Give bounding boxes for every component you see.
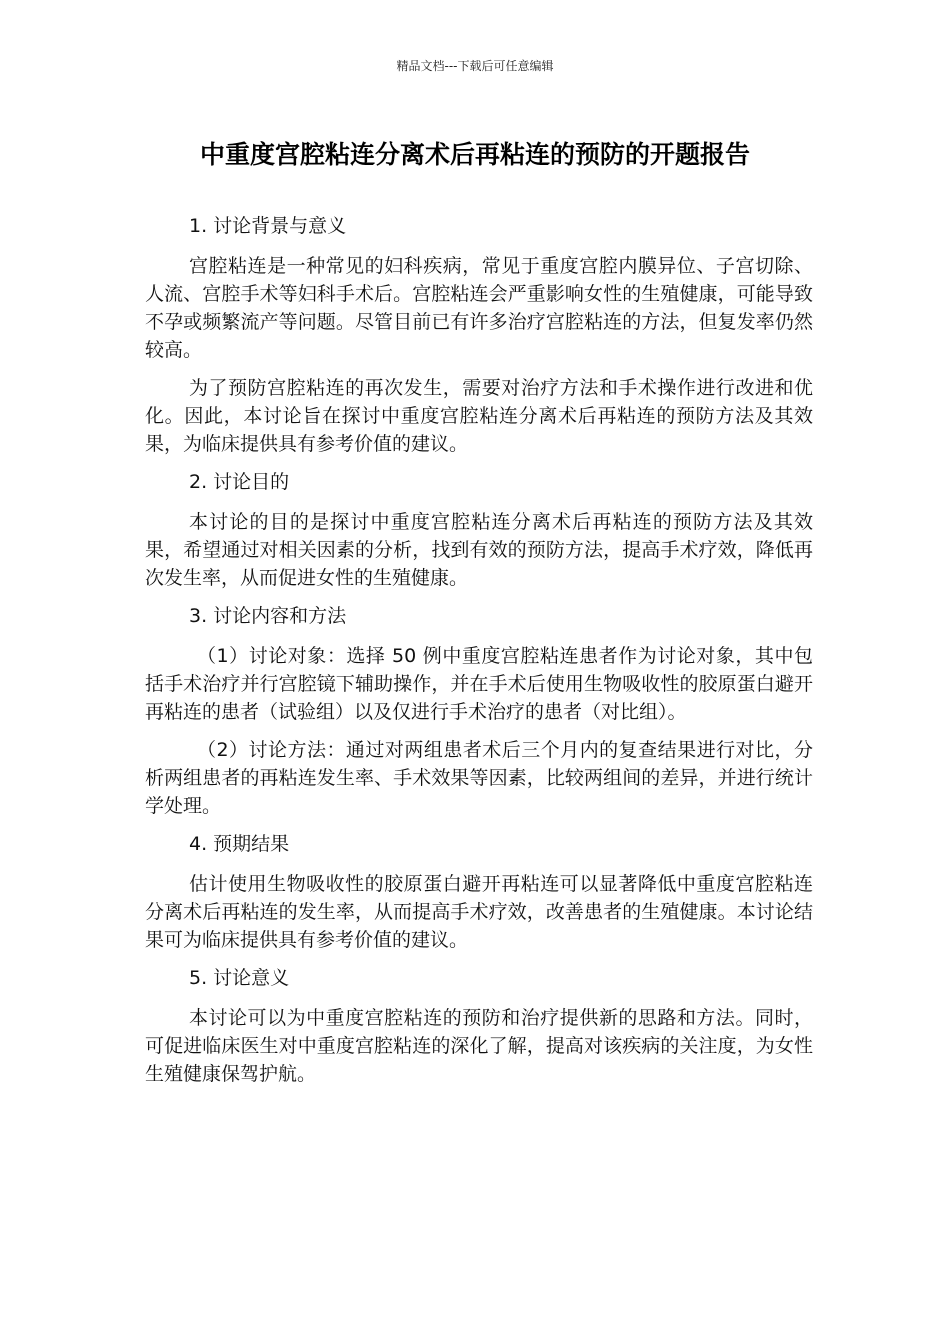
header-note: 精品文档---下载后可任意编辑 (396, 59, 554, 73)
paragraph: 宫腔粘连是一种常见的妇科疾病，常见于重度宫腔内膜异位、子宫切除、人流、宫腔手术等妇科手术后。宫腔粘连会严重影响女性的生殖健康，可能导致不孕或频繁流产等问题。尽管目前已有许多治疗宫腔粘连的方法，但复发率仍然较高。 (145, 255, 813, 361)
paragraph-subjects: （1）讨论对象：选择 50 例中重度宫腔粘连患者作为讨论对象，其中包括手术治疗并行宫腔镜下辅助操作，并在手术后使用生物吸收性的胶原蛋白避开再粘连的患者（试验组）以及仅进行手术治疗的患者（对比组）。 (145, 645, 813, 723)
paragraph: 本讨论的目的是探讨中重度宫腔粘连分离术后再粘连的预防方法及其效果，希望通过对相关因素的分析，找到有效的预防方法，提高手术疗效，降低再次发生率，从而促进女性的生殖健康。 (145, 511, 813, 589)
section-heading-significance: 5. 讨论意义 (189, 967, 290, 989)
paragraph: 估计使用生物吸收性的胶原蛋白避开再粘连可以显著降低中重度宫腔粘连分离术后再粘连的发生率，从而提高手术疗效，改善患者的生殖健康。本讨论结果可为临床提供具有参考价值的建议。 (145, 873, 813, 951)
paragraph-methods: （2）讨论方法：通过对两组患者术后三个月内的复查结果进行对比，分析两组患者的再粘连发生率、手术效果等因素，比较两组间的差异，并进行统计学处理。 (145, 739, 813, 817)
document-title: 中重度宫腔粘连分离术后再粘连的预防的开题报告 (199, 140, 750, 169)
document-body (145, 212, 813, 1098)
section-heading-purpose: 2. 讨论目的 (189, 471, 290, 493)
section-heading-expected-results: 4. 预期结果 (189, 833, 290, 855)
section-heading-background: 1. 讨论背景与意义 (189, 215, 347, 237)
paragraph: 本讨论可以为中重度宫腔粘连的预防和治疗提供新的思路和方法。同时，可促进临床医生对中重度宫腔粘连的深化了解，提高对该疾病的关注度，为女性生殖健康保驾护航。 (145, 1007, 813, 1085)
section-heading-content-methods: 3. 讨论内容和方法 (189, 605, 347, 627)
paragraph: 为了预防宫腔粘连的再次发生，需要对治疗方法和手术操作进行改进和优化。因此，本讨论旨在探讨中重度宫腔粘连分离术后再粘连的预防方法及其效果，为临床提供具有参考价值的建议。 (145, 377, 813, 455)
